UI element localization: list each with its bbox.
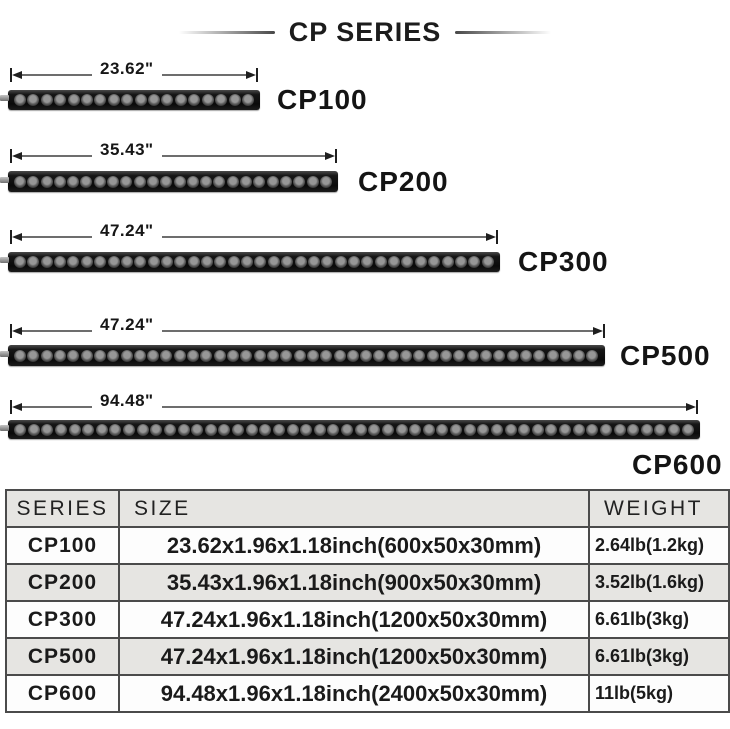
led-lens	[368, 424, 380, 436]
series-cell: CP300	[6, 601, 119, 638]
led-lens	[218, 424, 230, 436]
led-lens	[491, 424, 503, 436]
spec-table-header-row	[6, 490, 729, 527]
led-lens	[477, 424, 489, 436]
led-lens	[178, 424, 190, 436]
led-lens	[641, 424, 653, 436]
led-lens	[545, 424, 557, 436]
led-lens	[82, 424, 94, 436]
led-lens	[464, 424, 476, 436]
led-lens	[123, 424, 135, 436]
led-lens	[259, 424, 271, 436]
dim-arrow-right-icon	[686, 403, 696, 411]
dimension-label: 35.43"	[100, 140, 154, 159]
weight-cell: 6.61lb(3kg)	[589, 601, 729, 638]
led-lens	[668, 424, 680, 436]
size-cell: 94.48x1.96x1.18inch(2400x50x30mm)	[119, 675, 589, 712]
page-title: CP SERIES	[288, 16, 442, 47]
weight-cell: 3.52lb(1.6kg)	[589, 564, 729, 601]
led-lens	[409, 424, 421, 436]
dimension-label: 23.62"	[100, 59, 154, 78]
size-cell: 23.62x1.96x1.18inch(600x50x30mm)	[119, 527, 589, 564]
led-lens	[164, 424, 176, 436]
dim-line-segment	[22, 406, 92, 408]
led-lens	[532, 424, 544, 436]
table-row-cp100	[6, 527, 729, 564]
dimension-label: 94.48"	[100, 391, 154, 410]
size-cell: 47.24x1.96x1.18inch(1200x50x30mm)	[119, 638, 589, 675]
size-cell: 35.43x1.96x1.18inch(900x50x30mm)	[119, 564, 589, 601]
led-lens	[559, 424, 571, 436]
led-lens	[327, 424, 339, 436]
led-lens	[150, 424, 162, 436]
series-cell: CP200	[6, 564, 119, 601]
led-lens	[518, 424, 530, 436]
led-lens	[396, 424, 408, 436]
dim-line-segment	[162, 406, 686, 408]
column-header-size: SIZE	[119, 490, 589, 527]
led-lens	[654, 424, 666, 436]
led-lens	[600, 424, 612, 436]
dimension-line-cp600	[10, 391, 698, 420]
table-row-cp600	[6, 675, 729, 712]
led-lens	[682, 424, 694, 436]
led-lens	[69, 424, 81, 436]
led-lens	[436, 424, 448, 436]
table-row-cp500	[6, 638, 729, 675]
led-lens	[205, 424, 217, 436]
led-lens	[614, 424, 626, 436]
product-label-cp200: CP200	[358, 166, 449, 197]
led-lens	[450, 424, 462, 436]
led-lens	[423, 424, 435, 436]
led-lens	[355, 424, 367, 436]
series-cell: CP500	[6, 638, 119, 675]
led-lens	[28, 424, 40, 436]
led-lens	[137, 424, 149, 436]
led-lens	[300, 424, 312, 436]
dimension-label: 47.24"	[100, 221, 154, 240]
product-label-cp500: CP500	[620, 340, 711, 371]
led-lens	[627, 424, 639, 436]
dimension-label: 47.24"	[100, 315, 154, 334]
product-label-cp300: CP300	[518, 246, 609, 277]
weight-cell: 2.64lb(1.2kg)	[589, 527, 729, 564]
dim-tick-right	[696, 400, 698, 414]
led-lens	[191, 424, 203, 436]
led-lens	[573, 424, 585, 436]
weight-cell: 11lb(5kg)	[589, 675, 729, 712]
column-header-weight: WEIGHT	[589, 490, 729, 527]
led-lens	[96, 424, 108, 436]
led-lens	[14, 424, 26, 436]
led-lens	[341, 424, 353, 436]
led-lens	[287, 424, 299, 436]
led-lens	[55, 424, 67, 436]
led-lens	[232, 424, 244, 436]
table-row-cp300	[6, 601, 729, 638]
led-lens	[246, 424, 258, 436]
led-lens	[382, 424, 394, 436]
led-lens	[505, 424, 517, 436]
product-label-cp100: CP100	[277, 84, 368, 115]
led-lens	[314, 424, 326, 436]
light-bar-cp600	[8, 420, 700, 439]
column-header-series: SERIES	[6, 490, 119, 527]
led-lens	[586, 424, 598, 436]
spec-table	[5, 489, 730, 713]
led-lens	[41, 424, 53, 436]
product-label-cp600: CP600	[632, 449, 723, 480]
led-lens	[273, 424, 285, 436]
series-cell: CP600	[6, 675, 119, 712]
table-row-cp200	[6, 564, 729, 601]
dim-arrow-left-icon	[12, 403, 22, 411]
series-cell: CP100	[6, 527, 119, 564]
size-cell: 47.24x1.96x1.18inch(1200x50x30mm)	[119, 601, 589, 638]
led-lens	[109, 424, 121, 436]
weight-cell: 6.61lb(3kg)	[589, 638, 729, 675]
